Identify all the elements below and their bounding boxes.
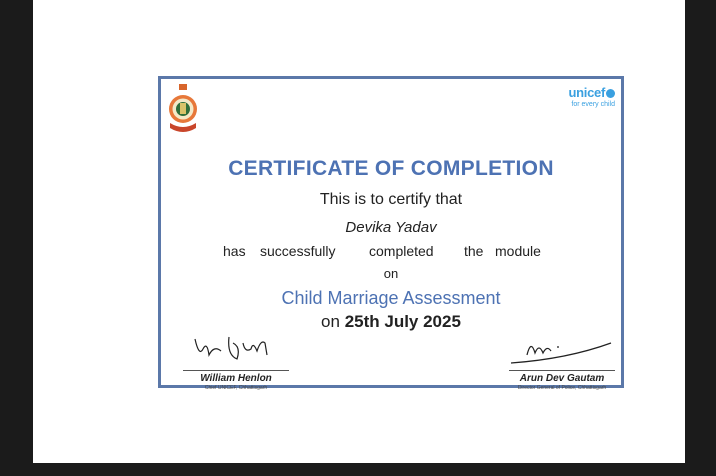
signatory-role: Chief UNICEF, Chhattisgarh (204, 385, 268, 391)
signatory-right (507, 329, 617, 391)
signatory-name: Arun Dev Gautam (519, 373, 605, 384)
on-text: on (383, 266, 399, 281)
completion-word: completed (369, 243, 434, 259)
signatory-role: Director General of Police, Chhattisgarh (517, 385, 607, 391)
completion-word: module (495, 243, 541, 259)
completion-word: successfully (260, 243, 336, 259)
recipient-name: Devika Yadav (345, 219, 437, 236)
completion-word: has (223, 243, 246, 259)
signatory-left (181, 329, 291, 391)
date-value: 25th July 2025 (344, 312, 461, 331)
signature-line (183, 370, 289, 371)
certificate-title: CERTIFICATE OF COMPLETION (228, 157, 554, 180)
signatory-name: William Henlon (200, 373, 272, 384)
police-emblem-icon (167, 83, 199, 141)
unicef-name: unicef (568, 85, 605, 100)
certify-text: This is to certify that (319, 191, 463, 208)
signature-image (181, 329, 291, 365)
signature-line (509, 370, 615, 371)
document-page (33, 0, 685, 463)
date-prefix: on (321, 312, 345, 331)
unicef-tagline: for every child (571, 101, 615, 108)
unicef-logo (569, 85, 615, 108)
module-name: Child Marriage Assessment (281, 288, 501, 308)
signature-image (507, 329, 617, 365)
globe-icon (606, 89, 615, 98)
completion-word: the (464, 243, 484, 259)
certificate (158, 76, 624, 391)
